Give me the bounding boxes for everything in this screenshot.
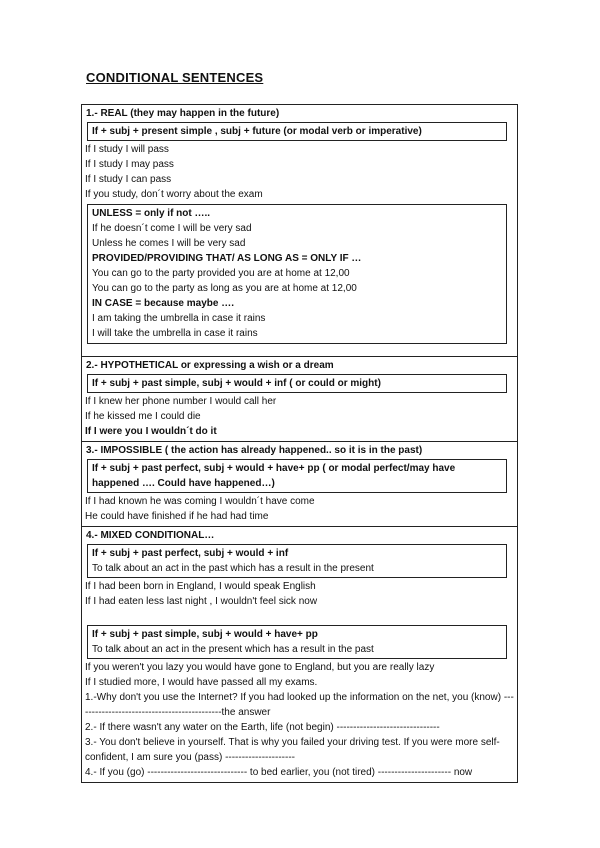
example: If you study, don´t worry about the exam — [85, 189, 263, 200]
section-real — [82, 105, 517, 356]
formula-box — [87, 459, 507, 493]
formula: If + subj + past simple, subj + would + inf ( or could or might) — [92, 378, 381, 389]
page-title: CONDITIONAL SENTENCES — [86, 70, 264, 85]
section-mixed — [82, 526, 517, 782]
example: I am taking the umbrella in case it rains — [92, 313, 266, 324]
formula: If + subj + past perfect, subj + would + have+ pp ( or modal perfect/may have happened …. Could have happened…) — [92, 463, 456, 489]
example: If I had been born in England, I would speak English — [85, 581, 316, 592]
example: If he kissed me I could die — [85, 411, 201, 422]
example: Unless he comes I will be very sad — [92, 238, 246, 249]
example: If I studied more, I would have passed all my exams. — [85, 677, 318, 688]
formula-box — [87, 625, 507, 659]
example: If I had eaten less last night , I wouldn't feel sick now — [85, 596, 318, 607]
formula-box — [87, 374, 507, 393]
section-hypothetical — [82, 356, 517, 441]
exercise: 3.- You don't believe in yourself. That is why you failed your driving test. If you were more self-confident, I am sure you (pass) --------------------- — [85, 737, 500, 763]
section-impossible — [82, 441, 517, 526]
unless-heading: UNLESS = only if not ….. — [92, 208, 211, 219]
provided-heading: PROVIDED/PROVIDING THAT/ AS LONG AS = ONLY IF … — [92, 253, 362, 264]
formula: If + subj + past perfect, subj + would + inf — [92, 548, 289, 559]
example: If I knew her phone number I would call her — [85, 396, 277, 407]
example: He could have finished if he had had time — [85, 511, 269, 522]
section-heading: 2.- HYPOTHETICAL or expressing a wish or a dream — [86, 360, 334, 371]
exercise: 2.- If there wasn't any water on the Earth, life (not begin) ------------------------------- — [85, 722, 440, 733]
formula-box — [87, 544, 507, 578]
example: I will take the umbrella in case it rains — [92, 328, 258, 339]
example: You can go to the party provided you are at home at 12,00 — [92, 268, 350, 279]
formula-description: To talk about an act in the present which has a result in the past — [92, 644, 374, 655]
example: If you weren't you lazy you would have gone to England, but you are really lazy — [85, 662, 435, 673]
incase-heading: IN CASE = because maybe …. — [92, 298, 235, 309]
formula: If + subj + present simple , subj + future (or modal verb or imperative) — [92, 126, 422, 137]
section-heading: 4.- MIXED CONDITIONAL… — [86, 530, 215, 541]
exercise: 4.- If you (go) ------------------------------ to bed earlier, you (not tired) ---------------------- now — [85, 767, 473, 778]
formula-box — [87, 122, 507, 141]
conditionals-table — [81, 104, 518, 783]
example: If he doesn´t come I will be very sad — [92, 223, 252, 234]
formula: If + subj + past simple, subj + would + have+ pp — [92, 629, 318, 640]
example-bold: If I were you I wouldn´t do it — [85, 426, 217, 437]
example: If I study I can pass — [85, 174, 172, 185]
example: If I had known he was coming I wouldn´t have come — [85, 496, 315, 507]
section-heading: 1.- REAL (they may happen in the future) — [86, 108, 280, 119]
exercise: 1.-Why don't you use the Internet? If you had looked up the information on the net, you (know) --------------------------------------------the answer — [85, 692, 514, 718]
linkers-box — [87, 204, 507, 344]
formula-description: To talk about an act in the past which has a result in the present — [92, 563, 374, 574]
example: If I study I may pass — [85, 159, 174, 170]
example: You can go to the party as long as you are at home at 12,00 — [92, 283, 357, 294]
section-heading: 3.- IMPOSSIBLE ( the action has already happened.. so it is in the past) — [86, 445, 423, 456]
example: If I study I will pass — [85, 144, 169, 155]
